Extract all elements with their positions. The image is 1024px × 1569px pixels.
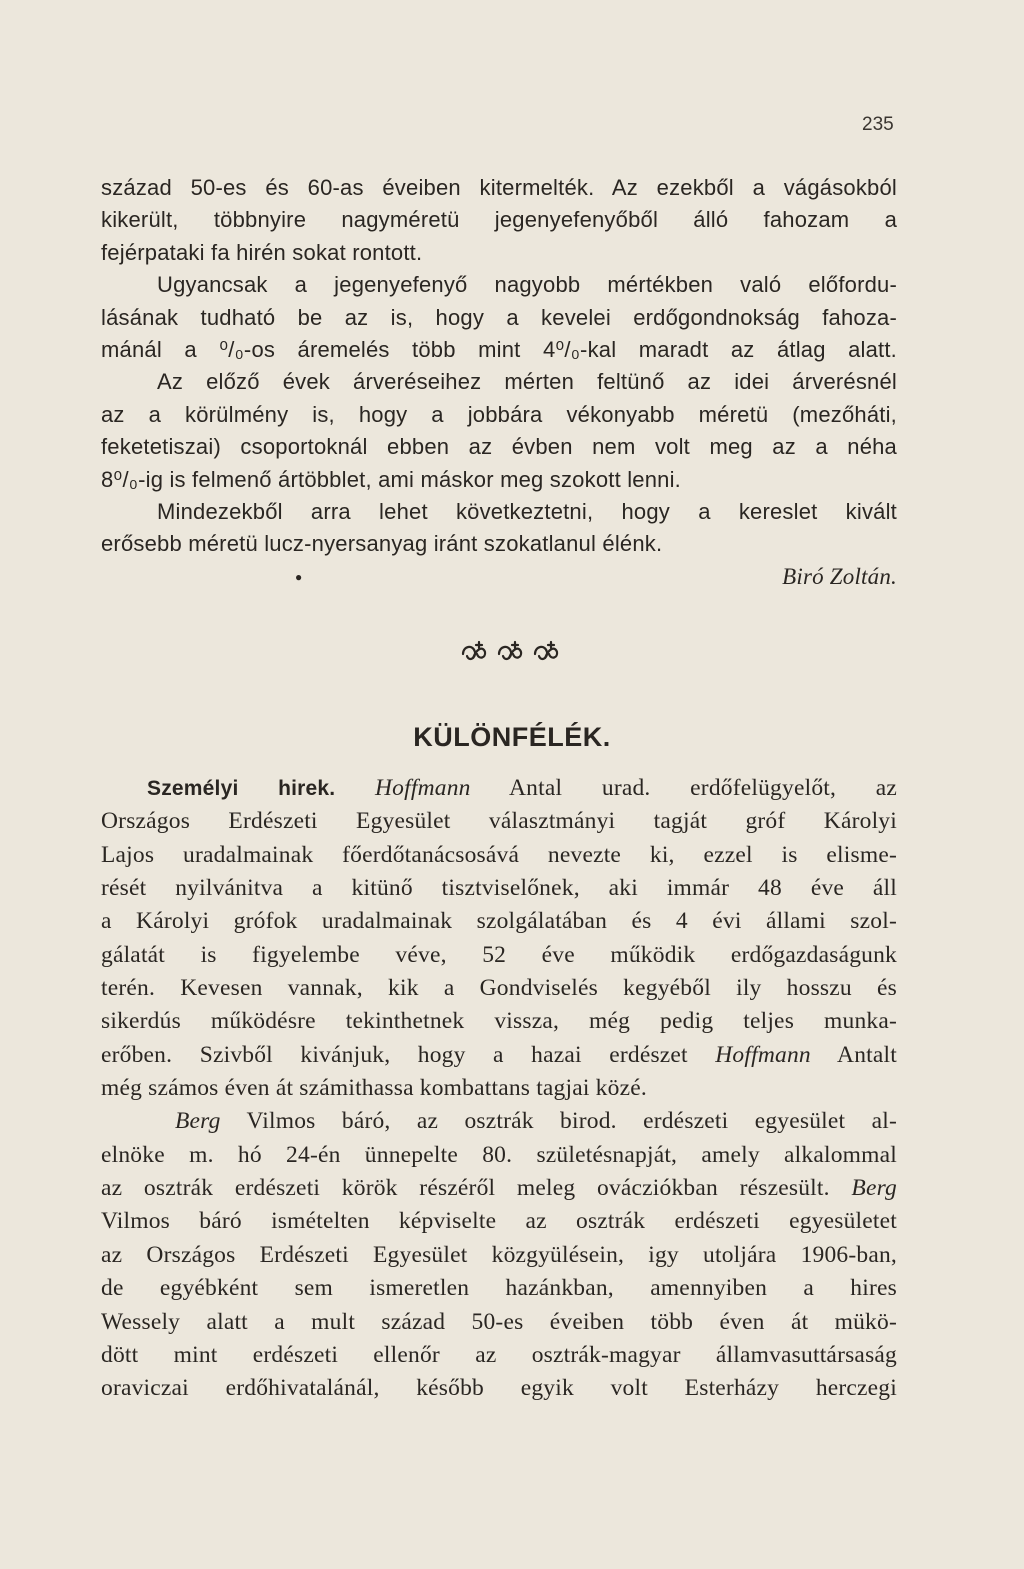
text-line: rését nyilvánitva a kitünő tisztviselőnek, aki immár 48 éve áll (101, 875, 897, 902)
text-line: Az előző évek árveréseihez mérten feltünő az idei árverésnél (157, 369, 897, 395)
text-line: sikerdús működésre tekinthetnek vissza, még pedig teljes munka- (101, 1008, 897, 1035)
text-line: Ugyancsak a jegenyefenyő nagyobb mértékben való előfordu- (157, 272, 897, 298)
personal-news-section (101, 772, 897, 1406)
text-line: lásának tudható be az is, hogy a kevelei erdőgondnokság fahoza- (101, 304, 897, 330)
person-name: Berg (175, 1108, 221, 1135)
text-line: terén. Kevesen vannak, kik a Gondviselés kegyéből ily hosszu és (101, 975, 897, 1002)
section-heading: KÜLÖNFÉLÉK. (413, 722, 611, 752)
article-ending (101, 172, 897, 589)
person-name: Hoffmann (715, 1041, 811, 1068)
text-line: Wessely alatt a mult század 50-es éveiben több éven át mükö- (101, 1308, 897, 1335)
text-line: fejérpataki fa hirén sokat rontott. (101, 239, 423, 265)
text-line: gálatát is figyelembe véve, 52 éve működik erdőgazdaságunk (101, 941, 897, 968)
text-line: erősebb méretü lucz-nyersanyag iránt szokatlanul élénk. (101, 531, 663, 557)
person-name: Hoffmann (375, 775, 471, 801)
bullet-mark-icon: ● (295, 569, 303, 584)
author-signature: Biró Zoltán. (782, 563, 897, 589)
run-in-title: Személyi hirek. (147, 777, 336, 800)
text-line: oraviczai erdőhivatalánál, később egyik volt Esterházy herczegi (101, 1375, 897, 1402)
text-line: század 50-es és 60-as éveiben kitermelték. Az ezekből a vágásokból (101, 175, 897, 200)
text-line: a Károlyi grófok uradalmainak szolgálatában és 4 évi állami szol- (101, 908, 897, 935)
text-line: az osztrák erdészeti körök részéről meleg ovácziókban részesült. Berg (101, 1175, 897, 1202)
ornament-glyphs-icon (457, 634, 567, 666)
text-line: 8⁰/₀-ig is felmenő ártöbblet, ami máskor meg szokott lenni. (101, 466, 681, 492)
text-line: dött mint erdészeti ellenőr az osztrák-magyar államvasuttársaság (101, 1341, 897, 1368)
person-name: Berg (851, 1175, 897, 1202)
text-line: de egyébként sem ismeretlen hazánkban, amennyiben a hires (101, 1275, 897, 1302)
page-number: 235 (862, 114, 894, 135)
text-line: mánál a ⁰/₀-os áremelés több mint 4⁰/₀-kal maradt az átlag alatt. (101, 337, 897, 363)
text-line: az a körülmény is, hogy a jobbára vékonyabb méretü (mezőháti, (101, 401, 897, 427)
text-line: még számos éven át számithassa kombattans tagjai közé. (101, 1075, 647, 1102)
text-line: az Országos Erdészeti Egyesület közgyülésein, igy utoljára 1906-ban, (101, 1241, 897, 1268)
ornament-divider-icon (0, 634, 1024, 671)
text-line: Országos Erdészeti Egyesület választmányi tagját gróf Károlyi (101, 808, 897, 835)
text-line: feketetiszai) csoportoknál ebben az évben nem volt meg az a néha (101, 434, 897, 460)
text-line: Vilmos báró ismételten képviselte az osztrák erdészeti egyesületet (101, 1208, 897, 1235)
text-line: kikerült, többnyire nagyméretü jegenyefenyőből álló fahozam a (101, 207, 897, 233)
text-line: erőben. Szivből kivánjuk, hogy a hazai erdészet Hoffmann Antalt (101, 1041, 897, 1068)
text-line: elnöke m. hó 24-én ünnepelte 80. születésnapját, amely alkalommal (101, 1141, 897, 1168)
text-line: Lajos uradalmainak főerdőtanácsosává nevezte ki, ezzel is elisme- (101, 841, 897, 868)
text-line: Személyi hirek. Hoffmann Antal urad. erdőfelügyelőt, az (147, 775, 897, 801)
text-line: Mindezekből arra lehet következtetni, hogy a kereslet kivált (157, 499, 897, 525)
text-line: Berg Vilmos báró, az osztrák birod. erdészeti egyesület al- (175, 1108, 897, 1135)
